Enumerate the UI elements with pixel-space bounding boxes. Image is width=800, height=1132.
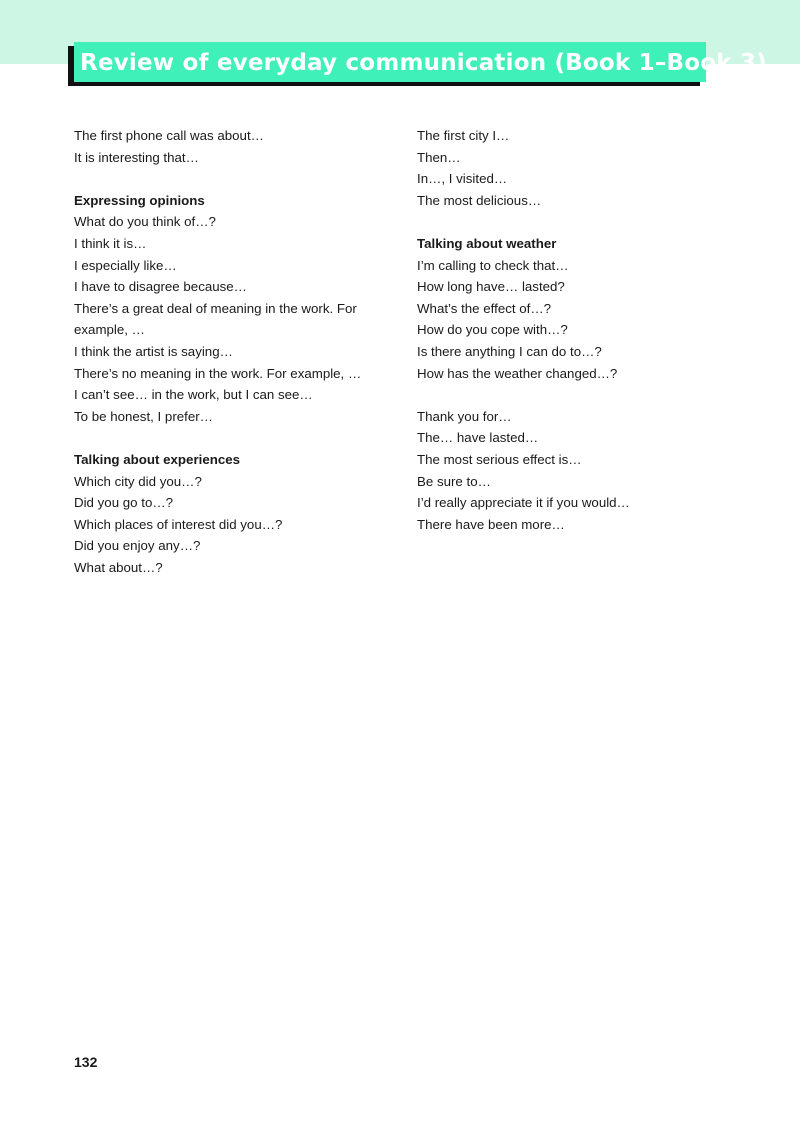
phrase-line: example, … <box>74 322 145 338</box>
phrase-line: The… have lasted… <box>417 430 539 446</box>
spacer <box>74 427 384 449</box>
phrase-line: To be honest, I prefer… <box>74 408 213 424</box>
phrase-line: I’m calling to check that… <box>417 257 569 273</box>
phrase-line: How has the weather changed…? <box>417 365 618 381</box>
phrase-line: I especially like… <box>74 257 177 273</box>
phrase-line: There’s no meaning in the work. For example, … <box>74 365 362 381</box>
phrase-line: The most delicious… <box>417 192 542 208</box>
section-heading-opinions: Expressing opinions <box>74 192 205 208</box>
phrase-line: Then… <box>417 149 461 165</box>
phrase-line: Is there anything I can do to…? <box>417 343 602 359</box>
section-heading-weather: Talking about weather <box>417 235 557 251</box>
page-title: Review of everyday communication (Book 1–Book 3) <box>80 50 767 76</box>
phrase-line: I’d really appreciate it if you would… <box>417 495 630 511</box>
phrase-line: Be sure to… <box>417 473 491 489</box>
phrase-line: I think it is… <box>74 235 147 251</box>
page-number: 132 <box>74 1054 98 1070</box>
phrase-line: What about…? <box>74 559 163 575</box>
phrase-line: How do you cope with…? <box>417 322 568 338</box>
phrase-line: I think the artist is saying… <box>74 343 233 359</box>
phrase-line: How long have… lasted? <box>417 279 565 295</box>
phrase-line: I can’t see… in the work, but I can see… <box>74 387 313 403</box>
spacer <box>74 168 384 190</box>
phrase-line: What do you think of…? <box>74 214 216 230</box>
phrase-line: Which city did you…? <box>74 473 202 489</box>
phrase-line: Did you enjoy any…? <box>74 538 201 554</box>
phrase-line: The first city I… <box>417 128 510 143</box>
phrase-line: There’s a great deal of meaning in the work. For <box>74 300 357 316</box>
phrase-line: Did you go to…? <box>74 495 174 511</box>
phrase-line: Which places of interest did you…? <box>74 516 283 532</box>
spacer <box>417 211 747 233</box>
left-column <box>74 125 384 578</box>
phrase-line: Thank you for… <box>417 408 512 424</box>
section-heading-experiences: Talking about experiences <box>74 451 241 467</box>
phrase-line: I have to disagree because… <box>74 279 247 295</box>
spacer <box>417 384 747 406</box>
phrase-line: In…, I visited… <box>417 171 508 187</box>
phrase-line: There have been more… <box>417 516 565 532</box>
phrase-line: The first phone call was about… <box>74 128 264 143</box>
phrase-line: It is interesting that… <box>74 149 199 165</box>
phrase-line: What’s the effect of…? <box>417 300 552 316</box>
right-column <box>417 125 747 535</box>
phrase-line: The most serious effect is… <box>417 451 582 467</box>
